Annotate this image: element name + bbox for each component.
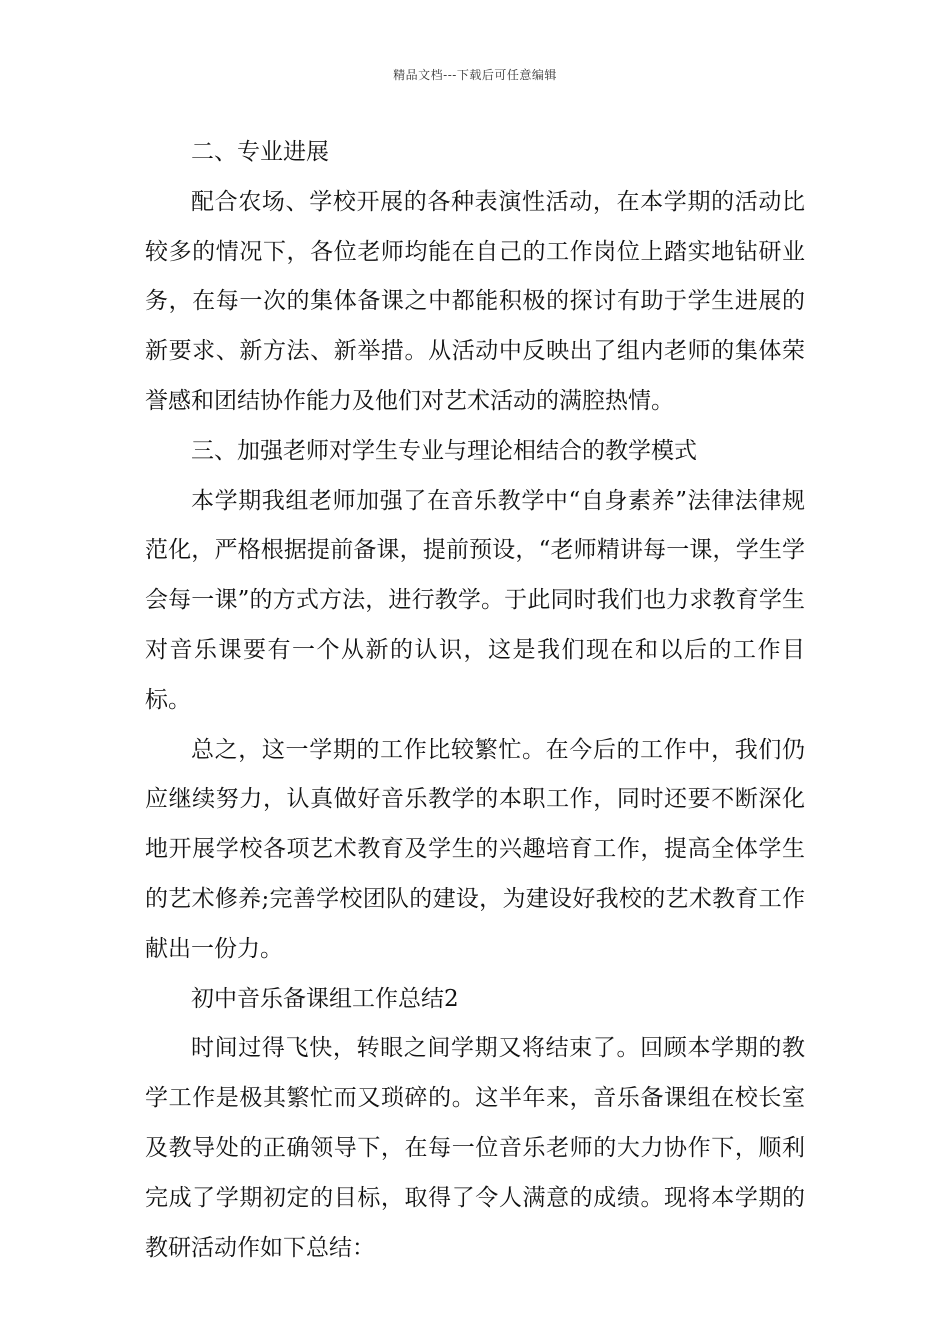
- document-body: [145, 128, 805, 1273]
- paragraph-teaching-mode: 本学期我组老师加强了在音乐教学中“自身素养”法律法律规范化，严格根据提前备课，提前预设，“老师精讲每一课，学生学会每一课”的方式方法，进行教学。于此同时我们也力求教育学生对音乐课要有一个从新的认识，这是我们现在和以后的工作目标。: [145, 487, 805, 713]
- page-header: 精品文档---下载后可任意编辑: [393, 68, 557, 82]
- paragraph-intro-summary-2: 时间过得飞快，转眼之间学期又将结束了。回顾本学期的教学工作是极其繁忙而又琐碎的。这半年来，音乐备课组在校长室及教导处的正确领导下，在每一位音乐老师的大力协作下，顺利完成了学期初定的目标，取得了令人满意的成绩。现将本学期的教研活动作如下总结：: [145, 1035, 805, 1261]
- document-subtitle: 初中音乐备课组工作总结2: [191, 985, 459, 1012]
- section-heading-teaching-mode: 三、加强老师对学生专业与理论相结合的教学模式: [191, 437, 697, 464]
- paragraph-conclusion: 总之，这一学期的工作比较繁忙。在今后的工作中，我们仍应继续努力，认真做好音乐教学的本职工作，同时还要不断深化地开展学校各项艺术教育及学生的兴趣培育工作，提高全体学生的艺术修养;完善学校团队的建设，为建设好我校的艺术教育工作献出一份力。: [145, 736, 805, 962]
- paragraph-activities: 配合农场、学校开展的各种表演性活动，在本学期的活动比较多的情况下，各位老师均能在自己的工作岗位上踏实地钻研业务，在每一次的集体备课之中都能积极的探讨有助于学生进展的新要求、新方法、新举措。从活动中反映出了组内老师的集体荣誉感和团结协作能力及他们对艺术活动的满腔热情。: [145, 188, 805, 414]
- section-heading-professional-progress: 二、专业进展: [191, 139, 329, 165]
